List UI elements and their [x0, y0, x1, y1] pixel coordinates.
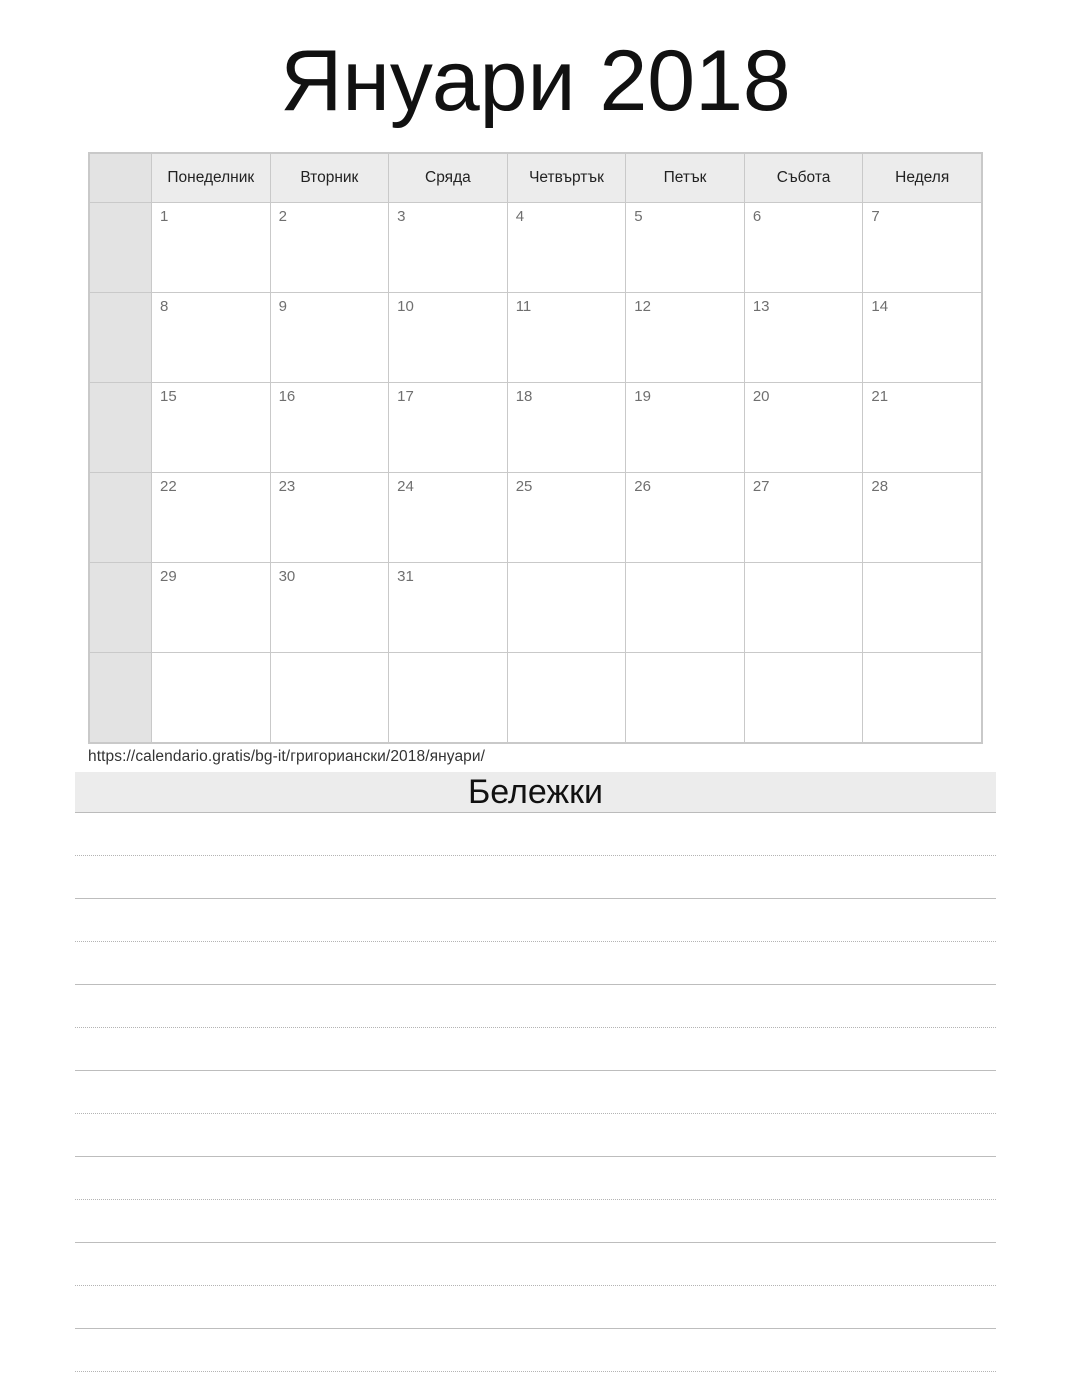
day-cell[interactable]: 8: [152, 293, 271, 383]
day-cell[interactable]: [744, 653, 863, 743]
weekday-header-5: Събота: [744, 154, 863, 203]
weekday-header-2: Сряда: [389, 154, 508, 203]
day-cell[interactable]: [626, 653, 745, 743]
day-cell[interactable]: 15: [152, 383, 271, 473]
week-gutter-cell: [90, 293, 152, 383]
day-cell[interactable]: [863, 563, 982, 653]
calendar-header-row: [90, 154, 982, 203]
note-line[interactable]: [75, 813, 996, 856]
note-line[interactable]: [75, 1329, 996, 1372]
note-line[interactable]: [75, 1243, 996, 1286]
day-cell[interactable]: 18: [507, 383, 626, 473]
day-cell[interactable]: 29: [152, 563, 271, 653]
calendar-table: [89, 153, 982, 743]
day-cell[interactable]: 9: [270, 293, 389, 383]
day-cell[interactable]: 6: [744, 203, 863, 293]
calendar-week-row: [90, 473, 982, 563]
weekday-header-3: Четвъртък: [507, 154, 626, 203]
day-cell[interactable]: 11: [507, 293, 626, 383]
calendar-week-row: [90, 383, 982, 473]
day-cell[interactable]: 30: [270, 563, 389, 653]
week-gutter-cell: [90, 383, 152, 473]
day-cell[interactable]: 12: [626, 293, 745, 383]
note-line[interactable]: [75, 1114, 996, 1157]
day-cell[interactable]: 23: [270, 473, 389, 563]
day-cell[interactable]: 4: [507, 203, 626, 293]
day-cell[interactable]: 10: [389, 293, 508, 383]
day-cell[interactable]: 22: [152, 473, 271, 563]
day-cell[interactable]: 27: [744, 473, 863, 563]
day-cell[interactable]: 14: [863, 293, 982, 383]
day-cell[interactable]: 19: [626, 383, 745, 473]
weekday-header-0: Понеделник: [152, 154, 271, 203]
note-line[interactable]: [75, 1071, 996, 1114]
calendar-week-row: [90, 203, 982, 293]
day-cell[interactable]: [863, 653, 982, 743]
note-line[interactable]: [75, 856, 996, 899]
calendar-container: [88, 152, 983, 744]
day-cell[interactable]: 17: [389, 383, 508, 473]
day-cell[interactable]: [507, 653, 626, 743]
calendar-week-row: [90, 293, 982, 383]
day-cell[interactable]: [152, 653, 271, 743]
note-line[interactable]: [75, 1286, 996, 1329]
week-gutter-cell: [90, 473, 152, 563]
day-cell[interactable]: [626, 563, 745, 653]
notes-section: [75, 772, 996, 1372]
day-cell[interactable]: 2: [270, 203, 389, 293]
day-cell[interactable]: 1: [152, 203, 271, 293]
day-cell[interactable]: [389, 653, 508, 743]
note-line[interactable]: [75, 899, 996, 942]
note-line[interactable]: [75, 1200, 996, 1243]
week-gutter-cell: [90, 203, 152, 293]
day-cell[interactable]: 31: [389, 563, 508, 653]
notes-title: Бележки: [75, 772, 996, 813]
source-url[interactable]: https://calendario.gratis/bg-it/григориански/2018/януари/: [88, 748, 486, 765]
note-line[interactable]: [75, 985, 996, 1028]
calendar-week-row: [90, 653, 982, 743]
day-cell[interactable]: [744, 563, 863, 653]
weekday-header-4: Петък: [626, 154, 745, 203]
week-gutter-cell: [90, 653, 152, 743]
weekday-header-6: Неделя: [863, 154, 982, 203]
day-cell[interactable]: [270, 653, 389, 743]
day-cell[interactable]: 25: [507, 473, 626, 563]
day-cell[interactable]: 24: [389, 473, 508, 563]
day-cell[interactable]: 26: [626, 473, 745, 563]
note-line[interactable]: [75, 1028, 996, 1071]
weekday-header-1: Вторник: [270, 154, 389, 203]
day-cell[interactable]: 7: [863, 203, 982, 293]
day-cell[interactable]: 5: [626, 203, 745, 293]
day-cell[interactable]: 16: [270, 383, 389, 473]
notes-lines: [75, 813, 996, 1372]
day-cell[interactable]: 21: [863, 383, 982, 473]
calendar-week-row: [90, 563, 982, 653]
day-cell[interactable]: [507, 563, 626, 653]
day-cell[interactable]: 13: [744, 293, 863, 383]
day-cell[interactable]: 3: [389, 203, 508, 293]
day-cell[interactable]: 20: [744, 383, 863, 473]
note-line[interactable]: [75, 1157, 996, 1200]
page-title: Януари 2018: [280, 33, 791, 129]
day-cell[interactable]: 28: [863, 473, 982, 563]
note-line[interactable]: [75, 942, 996, 985]
week-gutter-cell: [90, 563, 152, 653]
calendar-gutter-header: [90, 154, 152, 203]
